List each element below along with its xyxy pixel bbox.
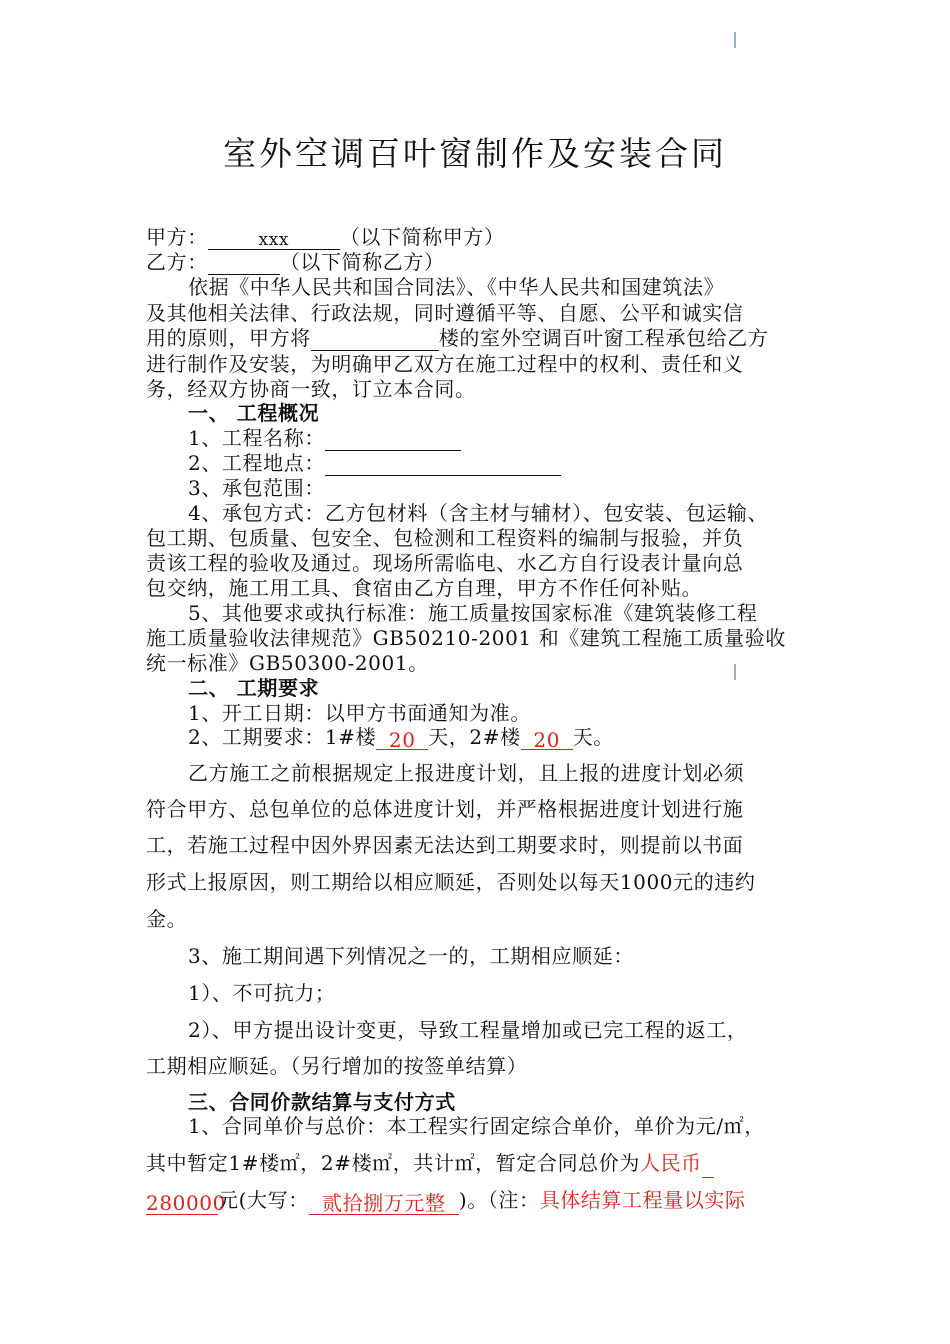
intro-line: 依据《中华人民共和国合同法》、《中华人民共和国建筑法》 (188, 275, 725, 299)
clause-line: 280000元(大写： 贰拾捌万元整 )。（注：具体结算工程量以实际 (146, 1188, 746, 1215)
project-name-blank (325, 428, 461, 451)
clause-line: 乙方施工之前根据规定上报进度计划，且上报的进度计划必须 (188, 761, 745, 785)
intro-line: 务，经双方协商一致，订立本合同。 (146, 377, 476, 401)
section-heading: 一、 工程概况 (188, 401, 320, 425)
document-title: 室外空调百叶窗制作及安装合同 (223, 134, 727, 173)
clause-line: 施工质量验收法律规范》GB50210-2001 和《建筑工程施工质量验收 (146, 626, 786, 650)
clause-line: 1、合同单价与总价：本工程实行固定综合单价，单价为元/㎡， (188, 1114, 765, 1138)
edge-mark (734, 664, 736, 680)
intro-line: 用的原则，甲方将 楼的室外空调百叶窗工程承包给乙方 (146, 326, 769, 350)
clause-line: 4、承包方式：乙方包材料（含主材与辅材）、包安装、包运输、 (188, 501, 769, 525)
project-location-blank (325, 453, 561, 476)
clause-line: 2）、甲方提出设计变更，导致工程量增加或已完工程的返工， (188, 1018, 748, 1042)
clause-line: 1、开工日期：以甲方书面通知为准。 (188, 701, 531, 725)
party-a-line: 甲方： xxx （以下简称甲方） (146, 225, 505, 250)
clause-line: 3、施工期间遇下列情况之一的，工期相应顺延： (188, 944, 634, 968)
clause-line: 金。 (146, 907, 188, 931)
clause-line: 1、工程名称： (188, 425, 461, 451)
contract-amount: 280000 (146, 1188, 218, 1215)
clause-line: 工期相应顺延。（另行增加的按签单结算） (146, 1054, 528, 1078)
clause-line: 统一标准》GB50300-2001。 (146, 651, 429, 675)
party-a-name-blank: xxx (208, 227, 340, 250)
amount-lead-blank (702, 1155, 714, 1178)
edge-mark (734, 32, 736, 48)
section-heading: 二、 工期要求 (188, 676, 320, 700)
clause-line: 3、承包范围： (188, 476, 325, 500)
clause-line: 工，若施工过程中因外界因素无法达到工期要求时，则提前以书面 (146, 833, 744, 857)
clause-line: 符合甲方、总包单位的总体进度计划，并严格根据进度计划进行施 (146, 797, 744, 821)
clause-line: 2、工期要求：1#楼 20 天，2#楼 20 天。 (188, 725, 614, 752)
clause-line: 包工期、包质量、包安全、包检测和工程资料的编制与报验，并负 (146, 526, 744, 550)
clause-line: 1）、不可抗力； (188, 981, 336, 1005)
party-b-name-blank (208, 252, 280, 275)
clause-line: 5、其他要求或执行标准：施工质量按国家标准《建筑装修工程 (188, 601, 758, 625)
clause-line: 包交纳，施工用工具、食宿由乙方自理，甲方不作任何补贴。 (146, 576, 703, 600)
clause-line: 责该工程的验收及通过。现场所需临电、水乙方自行设表计量向总 (146, 551, 744, 575)
clause-line: 其中暂定1#楼㎡，2#楼㎡，共计㎡，暂定合同总价为人民币 (146, 1148, 714, 1178)
building-1-days: 20 (376, 727, 428, 750)
intro-line: 进行制作及安装，为明确甲乙双方在施工过程中的权利、责任和义 (146, 352, 744, 376)
party-b-line: 乙方： （以下简称乙方） (146, 250, 445, 274)
clause-line: 2、工程地点： (188, 450, 561, 476)
intro-line: 及其他相关法律、行政法规，同时遵循平等、自愿、公平和诚实信 (146, 301, 744, 325)
building-2-days: 20 (521, 727, 573, 750)
section-heading: 三、合同价款结算与支付方式 (188, 1090, 456, 1114)
amount-in-words: 贰拾捌万元整 (309, 1188, 459, 1215)
clause-line: 形式上报原因，则工期给以相应顺延，否则处以每天1000元的违约 (146, 870, 756, 894)
building-blank (311, 328, 439, 351)
